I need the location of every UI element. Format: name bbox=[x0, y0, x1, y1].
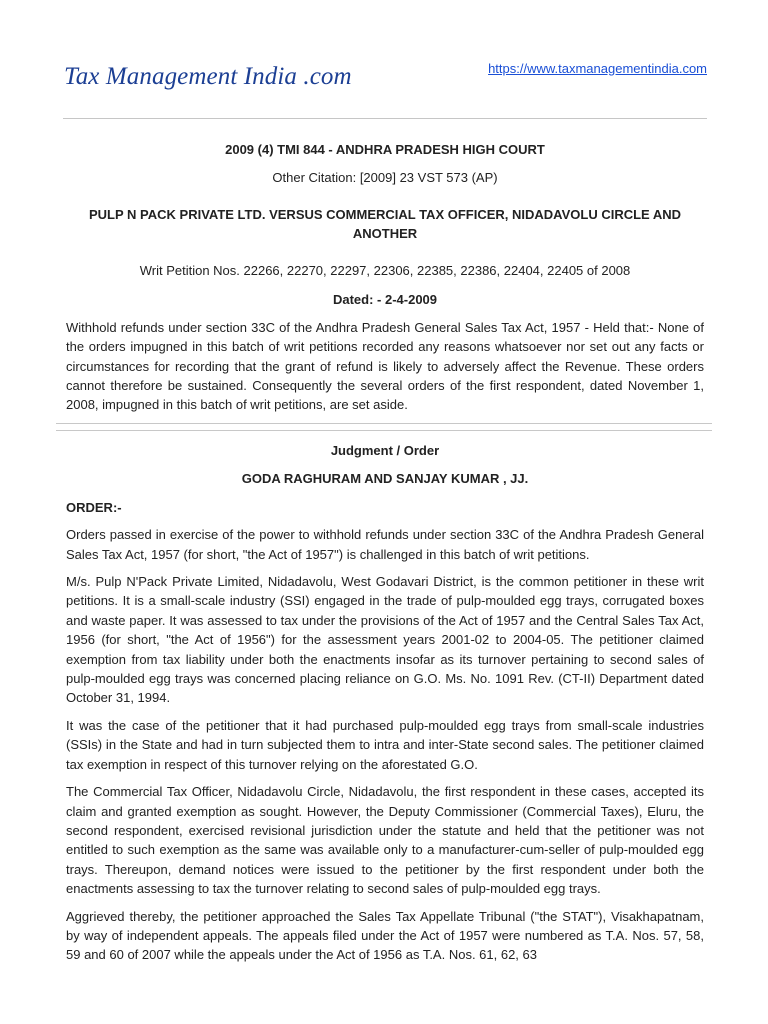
writ-petition-numbers: Writ Petition Nos. 22266, 22270, 22297, 22306, 22385, 22386, 22404, 22405 of 2008 bbox=[139, 263, 631, 278]
judgment-paragraph: The Commercial Tax Officer, Nidadavolu Circle, Nidadavolu, the first respondent in these cases, accepted its claim and granted exemption as sought. However, the Deputy Commissioner (Commercial Taxes), Eluru, the second respondent, exercised revisional jurisdiction under the statute and held that the petitioner was not entitled to such exemption as the same was available only to a manufacturer-cum-seller of pulp-moulded egg trays. Thereupon, demand notices were issued to the petitioner by the first respondent under both the enactments assessing to tax the turnover relating to second sales of pulp-moulded egg trays. bbox=[66, 784, 704, 897]
section-divider-top bbox=[56, 423, 712, 424]
site-header bbox=[0, 0, 768, 120]
site-url-link[interactable]: https://www.taxmanagementindia.com bbox=[488, 61, 707, 76]
judgment-paragraph: Aggrieved thereby, the petitioner approached the Sales Tax Appellate Tribunal ("the STAT"), Visakhapatnam, by way of independent appeals. The appeals filed under the Act of 1957 were numbered as T.A. Nos. 57, 58, 59 and 60 of 2007 while the appeals under the Act of 1956 as T.A. Nos. 61, 62, 63 bbox=[66, 908, 704, 963]
judgment-body bbox=[66, 441, 704, 973]
site-logo[interactable]: Tax Management India .com bbox=[64, 63, 352, 90]
judgment-paragraph: M/s. Pulp N'Pack Private Limited, Nidadavolu, West Godavari District, is the common petitioner in these writ petitions. It is a small-scale industry (SSI) engaged in the trade of pulp-moulded egg trays, corrugated boxes and waste paper. It was assessed to tax under the provisions of the Act of 1957 and the Central Sales Tax Act, 1956 (for short, "the Act of 1956") for the assessment years 2001-02 to 2004-05. The petitioner claimed exemption from tax liability under both the enactments insofar as its turnover pertaining to second sales of pulp-moulded egg trays was concerned placing reliance on G.O. Ms. No. 1091 Rev. (CT-II) Department dated October 31, 1994. bbox=[66, 574, 704, 706]
judgment-paragraph: Orders passed in exercise of the power to withhold refunds under section 33C of the Andhra Pradesh General Sales Tax Act, 1957 (for short, "the Act of 1957") is challenged in this batch of writ petitions. bbox=[66, 527, 704, 562]
case-number: 2009 (4) TMI 844 - ANDHRA PRADESH HIGH COURT bbox=[225, 142, 545, 157]
section-divider-bottom bbox=[56, 430, 712, 431]
case-header bbox=[66, 140, 704, 415]
case-parties: PULP N PACK PRIVATE LTD. VERSUS COMMERCIAL TAX OFFICER, NIDADAVOLU CIRCLE AND ANOTHER bbox=[89, 206, 681, 242]
judgment-heading: Judgment / Order bbox=[330, 443, 440, 458]
bench-judges: GODA RAGHURAM AND SANJAY KUMAR , JJ. bbox=[241, 471, 529, 487]
header-divider bbox=[63, 118, 707, 119]
order-label: ORDER:- bbox=[66, 499, 122, 515]
other-citation: Other Citation: [2009] 23 VST 573 (AP) bbox=[272, 170, 498, 186]
judgment-paragraph: It was the case of the petitioner that it had purchased pulp-moulded egg trays from small-scale industries (SSIs) in the State and had in turn subjected them to intra and inter-State second sales. The petitioner claimed tax exemption in respect of this turnover relying on the aforestated G.O. bbox=[66, 717, 704, 772]
date-of-order: Dated: - 2-4-2009 bbox=[332, 292, 438, 308]
case-summary: Withhold refunds under section 33C of the Andhra Pradesh General Sales Tax Act, 1957 - Held that:- None of the orders impugned in this batch of writ petitions recorded any reasons whatsoever nor set out any facts or circumstances for recording that the grant of refund is likely to adversely affect the Revenue. These orders cannot therefore be sustained. Consequently the several orders of the first respondent, dated November 1, 2008, impugned in this batch of writ petitions, are set aside. bbox=[66, 319, 704, 413]
